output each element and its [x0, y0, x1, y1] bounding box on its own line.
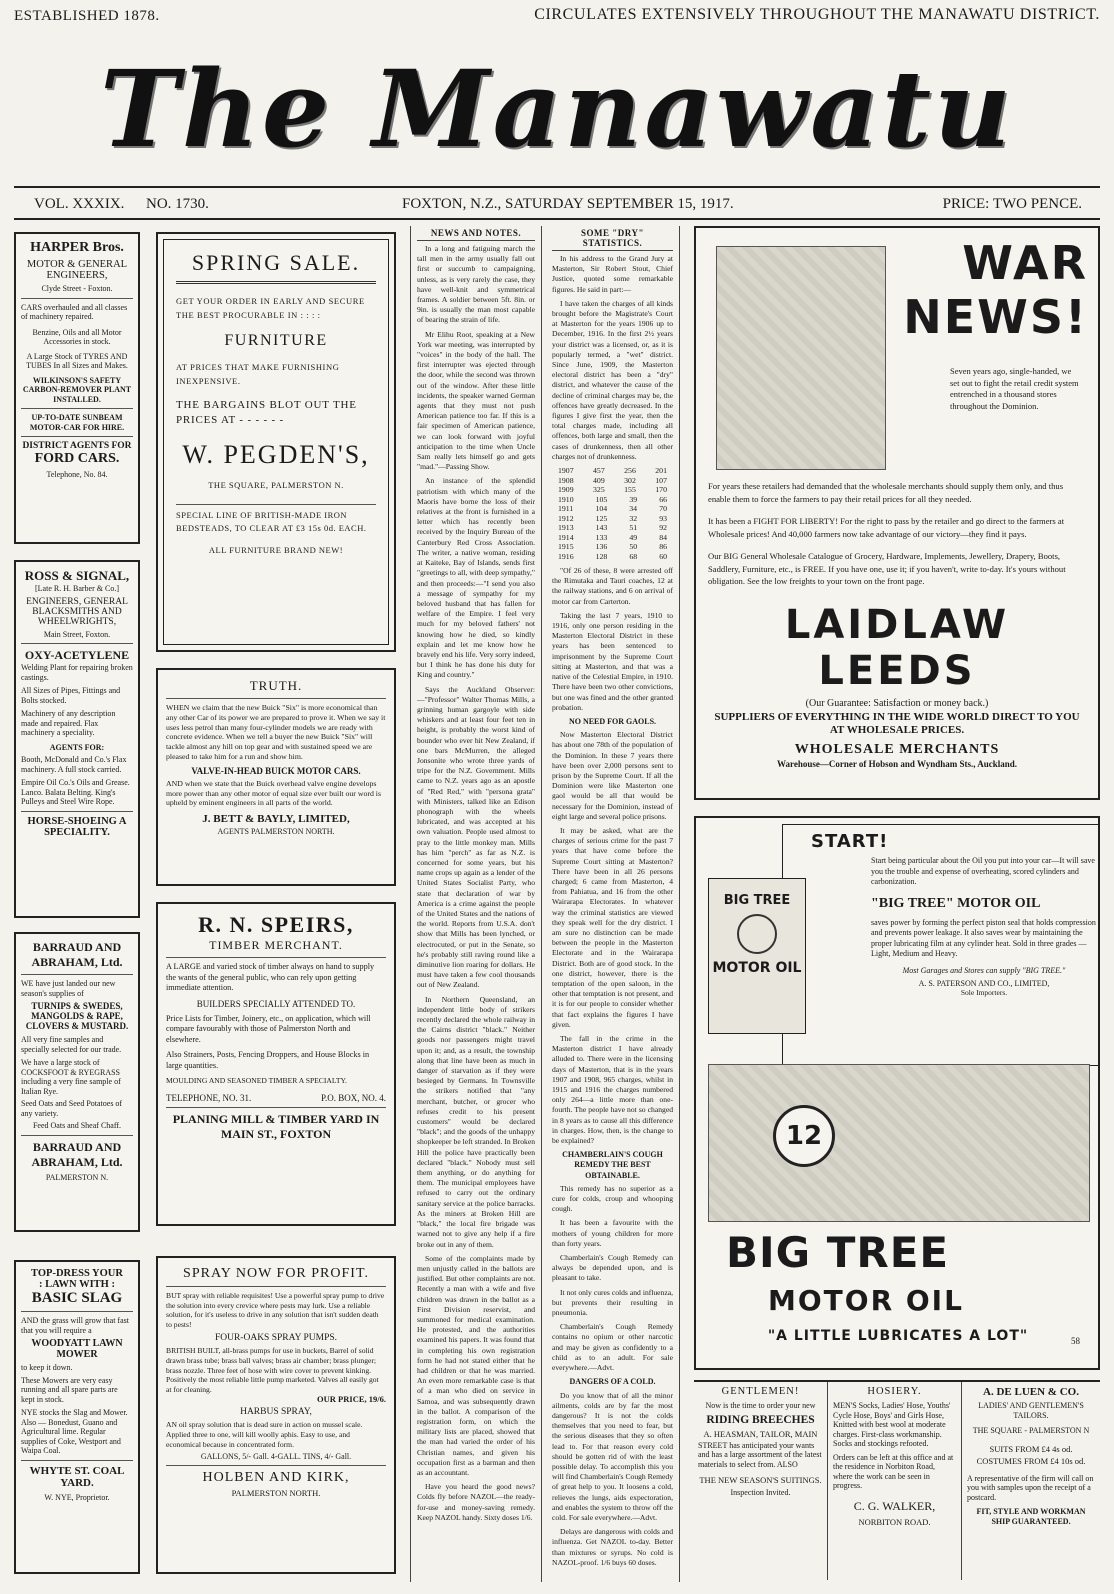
- pegden-head: SPRING SALE.: [191, 250, 361, 275]
- pegden-brand: ALL FURNITURE BRAND NEW!: [208, 545, 344, 555]
- big-tree-p2: saves power by forming the perfect piston seal that holds compression and prevents power leakage. It also saves wear by maintaining the proper lubricating film at any cylinder heat. Sold in three grades —Light, Medium and Heavy.: [871, 917, 1096, 958]
- dry-stat-cell: 66: [659, 494, 667, 504]
- slag-prop: W. NYE, Proprietor.: [44, 1492, 110, 1502]
- ross-name: ROSS & SIGNAL,: [24, 568, 130, 583]
- dry-para: Chamberlain's Cough Remedy can always be depended upon, and is pleasant to take.: [552, 1253, 673, 1283]
- dry-stat-cell: 1914: [558, 532, 574, 542]
- barraud-footer: BARRAUD AND ABRAHAM, Ltd.: [31, 1139, 123, 1169]
- car-number: 12: [773, 1105, 835, 1167]
- harper-ford: FORD CARS.: [34, 451, 120, 466]
- dry-stat-cell: 170: [655, 485, 667, 495]
- barraud-samples: All very fine samples and specially selected for our trade.: [21, 1035, 122, 1054]
- barraud-feed: Feed Oats and Sheaf Chaff.: [32, 1121, 122, 1130]
- number-label: NO. 1730.: [146, 196, 209, 212]
- big-tree-garages: Most Garages and Stores can supply "BIG TREE.": [902, 965, 1066, 975]
- slag-keep: to keep it down.: [21, 1363, 73, 1372]
- heasman-suitings: THE NEW SEASON'S SUITINGS.: [699, 1475, 822, 1485]
- ross-welding: Welding Plant for repairing broken castings.: [21, 663, 133, 682]
- dry-para: It may be asked, what are the charges of serious crime for the past 7 years that have come before the Supreme Court sitting at Masterton? There have been in all 26 persons charged; 6 came from Masterton, 4 from Pahiatua, and 16 from the other Wairarapa Electorates. In whatever way the criminal statistics are viewed they speak well for the dry district. I am sure no distinction can be made between the people in the Masterton Electorate and in the Wairarapa District. Both are of good stock. In the one district, however, there is the temptation of the open saloon, in the other that temptation is not present, and it is for our people to consider whether that fact explains the figures I have given.: [552, 825, 673, 1029]
- dry-stat-cell: 1913: [558, 523, 574, 533]
- laidlaw-p2: It has been a FIGHT FOR LIBERTY! For the right to pass by the retailer and go direct to the farmers at Wholesale prices! And 40,000 farmers now take advantage of our victory—they find it pays.: [708, 516, 1065, 539]
- ross-booth: Booth, McDonald and Co.'s Flax machinery. A full stock carried.: [21, 755, 127, 774]
- pegden-special: SPECIAL LINE OF BRITISH-MADE IRON BEDSTEADS, TO CLEAR AT £3 15s 0d. EACH.: [176, 510, 367, 533]
- laidlaw-name: LAIDLAW LEEDS: [784, 601, 1010, 694]
- harper-phone: Telephone, No. 84.: [46, 470, 108, 479]
- ross-oxy: OXY-ACETYLENE: [24, 648, 130, 662]
- spray-fouroaks: FOUR-OAKS SPRAY PUMPS.: [214, 1333, 338, 1344]
- spray-p1: BUT spray with reliable requisites! Use a powerful spray pump to drive the solution into every crevice where pests may lurk. Use a reliable solution, for it's useless to drive in any solution that isn't sudden death to pests!: [166, 1291, 385, 1329]
- heasman-head: GENTLEMEN!: [721, 1386, 800, 1397]
- deluen-costumes: COSTUMES FROM £4 10s od.: [976, 1455, 1086, 1466]
- ross-empire: Empire Oil Co.'s Oils and Grease. Lanco. Balata Belting. King's Pulleys and Steel Wire Rope.: [21, 778, 130, 806]
- laidlaw-p3: Our BIG General Wholesale Catalogue of Grocery, Hardware, Implements, Jewellery, Drapery, Boots, Saddlery, Furniture, etc., is FREE. If you have one, use it; if you haven't, write to-day. It's yours without obligation. See the low freights to your town on the front page.: [708, 551, 1066, 586]
- dry-stat-row: [552, 533, 673, 543]
- dry-stat-cell: 155: [624, 485, 636, 495]
- dry-stat-cell: 128: [595, 551, 608, 561]
- ross-agents-for: AGENTS FOR:: [49, 742, 105, 752]
- oil-can-emblem: [737, 914, 777, 954]
- circulation-label: CIRCULATES EXTENSIVELY THROUGHOUT THE MANAWATU DISTRICT.: [534, 6, 1100, 23]
- oil-can-brand: BIG TREE: [723, 893, 791, 908]
- slag-mowers: These Mowers are very easy running and all spare parts are kept in stock.: [21, 1375, 118, 1404]
- dry-stat-cell: 39: [629, 494, 638, 504]
- dry-stat-cell: 1910: [558, 494, 574, 504]
- speirs-p1: A LARGE and varied stock of timber always on hand to supply the wants of the general public, who can rely upon getting immediate attention.: [166, 962, 375, 992]
- barraud-seed-oats: Seed Oats and Seed Potatoes of any variety.: [21, 1099, 123, 1118]
- dry-head: SOME "DRY" STATISTICS.: [552, 228, 673, 251]
- oil-can-illustration: [708, 878, 806, 1034]
- dry-stat-cell: 457: [593, 466, 605, 476]
- truth-p1: WHEN we claim that the new Buick "Six" is more economical than any other Car of its power we are prepared to prove it. When we say it uses less petrol than many four-cylinder models we are ready with concrete evidence. When we tell a buyer the new Buick "Six" will tackle almost any hill on top gear and with sustained speed we are pleased to take him for a run and show him.: [166, 703, 386, 761]
- harper-trade: MOTOR & GENERAL ENGINEERS,: [26, 259, 128, 281]
- slag-head2: : LAWN WITH :: [39, 1279, 115, 1290]
- speirs-phone: TELEPHONE, NO. 31.: [166, 1092, 252, 1103]
- news-and-notes-column: [410, 226, 542, 1582]
- spray-p3: AN oil spray solution that is dead sure in action on mussel scale. Applied three to one, will kill woolly aphis. Easy to use, and economical because in concentrated form.: [166, 1420, 363, 1449]
- dry-stat-cell: 92: [659, 523, 667, 533]
- speirs-pobox: P.O. BOX, NO. 4.: [320, 1092, 386, 1103]
- dry-stat-cell: 125: [595, 513, 608, 523]
- established-label: ESTABLISHED 1878.: [14, 8, 160, 24]
- news-para: Says the Auckland Observer:—"Professor" Walter Thomas Mills, a grinning human gargoyle with side whiskers and at least four feet ten in height, is probably the worst kind of bounder who ever hit New Zealand, if one bars McMurren, the alleged Jonsonite who wrote three yards of tripe for the N.Z. Government. Mills came to N.Z. years ago as an apostle of "Red Red," with "persona grata" with Ministers, talked like an Edison phonograph with the wheels lubricated, and was accepted at his own valuation. People used almost to pray to the little monkey man. Mills has him "perch" as far as N.Z. is concerned for some years, but his name crops up again as a lender of the United States Socialist Party, who state that declaration of war by America is a crime against the people of the United States and the nations of the world. Reports from U.S.A. don't show that Mills has been lynched, or electrocuted, or put in the Senate, so he's probably still raving round like a diminutive lion roaring for dollars. He must have taken a few cool thousands out of New Zealand.: [417, 684, 535, 990]
- truth-head: TRUTH.: [249, 678, 303, 693]
- dry-stat-cell: 1907: [558, 466, 574, 476]
- dry-stat-cell: 51: [629, 523, 638, 533]
- truth-valve: VALVE-IN-HEAD BUICK MOTOR CARS.: [191, 765, 361, 776]
- pegden-address: THE SQUARE, PALMERSTON N.: [208, 480, 344, 490]
- dry-stat-cell: 143: [595, 523, 608, 533]
- truth-agents: AGENTS PALMERSTON NORTH.: [217, 827, 335, 837]
- dry-para: The fall in the crime in the Masterton district I have already alluded to. There were in the licensing days of Masterton, that is in the years 1907 and 1908, 965 charges, whilst in 1915 and 1916 the charges numbered only 264—a little more than one-fourth. The people have not so changed in 8 years as to cause all this difference in charges. How, then, is the change to be explained?: [552, 1034, 673, 1146]
- laidlaw-leeds-ad: [694, 226, 1100, 800]
- news-para: Some of the complaints made by men unjustly called in the ballots are justified. But other complaints are not. Recently a man with a wife and five children was drawn in the ballot as a First Division reservist, and summoned for medical examination. He protested, and the authorities examined his papers. It was found that in completing his own registration form he had not stated either that he had children or that he was married. An even more remarkable case is that of a man who died on service in Samoa, and was subsequently drawn in the ballot. A comparison of the registration form, on which the military lists are placed, showed that the man had varied the order of his Christian names, and given his occupation first as a barman and then as an accountant.: [417, 1253, 535, 1477]
- race-car-illustration: [708, 1064, 1090, 1222]
- dry-para: Delays are dangerous with colds and influenza. Get NAZOL to-day. Better than mixtures or syrups. No cold is NAZOL-proof. 1/6 buys 60 doses.: [552, 1527, 673, 1567]
- walker-p2: Orders can be left at this office and at the residence in Norbiton Road, where the work can be seen in progress.: [833, 1452, 954, 1490]
- news-para: An instance of the splendid patriotism with which many of the Maoris have borne the loss of their relatives at the front is furnished in a letter which has recently been received by the Inquiry Bureau of the Canterbury Red Cross Association. The writer, a native woman, residing at Kaiteke, Bay of Islands, sends first "greetings to all, with deep sympathy," and then proceeds:—"I send you also a message of sympathy for my beloved husband that has fallen for welfare of the Empire. I feel very much for my beloved fathers' not knowing how he died, so kindly explain and let me know how he bravely end his life. Very sorry indeed, but I think he has done his duty for King and country.": [417, 476, 535, 680]
- dry-body: [552, 254, 673, 462]
- deluen-address: THE SQUARE - PALMERSTON N: [972, 1426, 1090, 1435]
- dry-para: Chamberlain's Cough Remedy contains no opium or other narcotic and may be given as confidently to a child as to an adult. For sale everywhere.—Advt.: [552, 1322, 673, 1373]
- big-tree-logo: BIG TREE: [726, 1228, 950, 1277]
- war-news-title: WAR NEWS!: [903, 236, 1088, 344]
- heasman-firm: A. HEASMAN, TAILOR, MAIN: [703, 1428, 818, 1439]
- speirs-p3: Also Strainers, Posts, Fencing Droppers, and House Blocks in large quantities.: [166, 1050, 370, 1070]
- big-tree-motor-oil-ad: [694, 816, 1100, 1370]
- dry-stat-cell: 104: [595, 504, 608, 514]
- news-para: In Northern Queensland, an independent little body of strikers recently declared the whole railway in the Cairns district "black." Neither goods nor passengers might travel upon it; and, as a result, the township along that line have been as much in danger of starvation as if they were besieged by Germans. In Townsville the strikers notified that "any merchant, butcher, or grocer who refuses credit to his present customers" would be declared "black"; and the goods of the unhappy shopkeeper be left stranded. In Broken Hill the police have practically been declared "black." Nobody must sell them anything, or do anything for them. The municipal employees have refused to carry out the ordinary sanitary service at the police barracks. As the miners at Broken Hill are "black," the local fire brigade was warned not to give any help if a fire broke out in any of them.: [417, 994, 535, 1249]
- newspaper-title: The Manawatu: [99, 46, 1015, 171]
- bottom-ads-row: [694, 1380, 1100, 1580]
- speirs-name: R. N. SPEIRS,: [198, 912, 354, 937]
- dateline: FOXTON, N.Z., SATURDAY SEPTEMBER 15, 1917.: [402, 196, 734, 212]
- walker-p1: MEN'S Socks, Ladies' Hose, Youths' Cycle Hose, Boys' and Girls Hose, Knitted with best wool at moderate charges. First-class workmanship. Socks and stockings refooted.: [833, 1401, 951, 1448]
- buick-truth-ad: [156, 668, 396, 886]
- heasman-now: Now is the time to order your new: [705, 1401, 816, 1410]
- news-para: Mr Elihu Root, speaking at a New York war meeting, was interrupted by "voices" in the body of the hall. The first interrupter was ejected through the door, while the second was thrown out of the window. After these little incidents, the speaker warned German agents that they must not push American patience too far. If this is a fair specimen of American patience, we can look forward with joyful anticipation to the time when Uncle Sam really lets himself go and gets "mad."—Passing Show.: [417, 329, 535, 472]
- speirs-mill: PLANING MILL & TIMBER YARD IN MAIN ST., FOXTON: [172, 1111, 380, 1141]
- barraud-intro: WE have just landed our new season's supplies of: [21, 979, 116, 998]
- dry-stat-cell: 1909: [558, 485, 574, 495]
- dry-para: In his address to the Grand Jury at Masterton, Sir Robert Stout, Chief Justice, quoted some remarkable figures. He said in part:—: [552, 254, 673, 294]
- dry-stat-cell: 1916: [558, 551, 574, 561]
- walker-road: NORBITON ROAD.: [858, 1516, 931, 1527]
- pegden-furniture: FURNITURE: [224, 332, 328, 349]
- heasman-tailor-ad: [694, 1382, 828, 1580]
- harper-bros-ad: [14, 232, 140, 544]
- barraud-goods: TURNIPS & SWEDES, MANGOLDS & RAPE, CLOVERS & MUSTARD.: [25, 1001, 129, 1031]
- speirs-p2: Price Lists for Timber, Joinery, etc., on application, which will compare favourably with those of Palmerston North and elsewhere.: [166, 1013, 371, 1044]
- news-para: Have you heard the good news? Colds fly before NAZOL—the ready-for-use and money-saving remedy. Keep NAZOL handy. Sixty doses 1/6.: [417, 1482, 535, 1522]
- slag-head1: TOP-DRESS YOUR: [31, 1268, 123, 1279]
- dry-stat-cell: 93: [659, 513, 667, 523]
- spray-town: PALMERSTON NORTH.: [231, 1488, 321, 1499]
- laidlaw-warehouse: Warehouse—Corner of Hobson and Wyndham Sts., Auckland.: [777, 758, 1017, 769]
- truth-p2: AND when we state that the Buick overhead valve engine develops more power than any other motor of equal size ever built our word is upheld by eminent engineers in all parts of the world.: [166, 778, 382, 808]
- big-tree-ad-number: 58: [1071, 1336, 1080, 1346]
- issue-line: [14, 190, 1100, 218]
- walker-hosiery-ad: [828, 1382, 962, 1580]
- dry-stat-row: [552, 466, 673, 476]
- harper-address: Clyde Street - Foxton.: [41, 284, 113, 293]
- dry-gaols-head: NO NEED FOR GAOLS.: [568, 716, 657, 726]
- walker-name: C. G. WALKER,: [853, 1498, 936, 1513]
- spray-firm: HOLBEN AND KIRK,: [202, 1470, 350, 1486]
- dry-para: It not only cures colds and influenza, but prevents their resulting in pneumonia.: [552, 1287, 673, 1318]
- news-head: NEWS AND NOTES.: [417, 228, 535, 241]
- cough-remedy-head: CHAMBERLAIN'S COUGH REMEDY THE BEST OBTAINABLE.: [562, 1150, 663, 1180]
- dry-stat-row: [552, 495, 673, 505]
- pegden-name: W. PEGDEN'S,: [182, 440, 370, 469]
- speirs-builders: BUILDERS SPECIALLY ATTENDED TO.: [196, 998, 356, 1009]
- ross-signal-ad: [14, 560, 140, 918]
- masthead-rule-top: [14, 186, 1100, 188]
- dry-stat-cell: 68: [629, 551, 638, 561]
- dry-stat-cell: 60: [659, 551, 667, 561]
- laidlaw-suppliers: SUPPLIERS OF EVERYTHING IN THE WIDE WORLD DIRECT TO YOU AT WHOLESALE PRICES.: [714, 710, 1080, 736]
- pegden-line3: THE BARGAINS BLOT OUT THE PRICES AT - - - - - -: [176, 399, 357, 426]
- dry-stat-cell: 107: [655, 475, 667, 485]
- dry-stat-cell: 70: [659, 504, 667, 514]
- harper-sunbeam: UP-TO-DATE SUNBEAM MOTOR-CAR FOR HIRE.: [29, 413, 125, 432]
- slag-nye: NYE stocks the Slag and Mower. Also — Bonedust, Guano and Agricultural lime. Regular supplies of Coke, Westport and Waipa Coal.: [21, 1408, 128, 1455]
- dry-stat-row: [552, 523, 673, 533]
- spray-harbus: HARBUS SPRAY,: [240, 1407, 312, 1418]
- dry-stat-cell: 325: [593, 485, 605, 495]
- big-tree-start: START!: [811, 831, 889, 852]
- ross-late: [Late R. H. Barber & Co.]: [35, 584, 119, 593]
- spray-tins: GALLONS, 5/- Gall. 4-GALL. TINS, 4/- Gall.: [200, 1452, 352, 1462]
- dry-stat-cell: 49: [629, 532, 638, 542]
- dry-stat-cell: 302: [624, 475, 636, 485]
- slag-head3: BASIC SLAG: [31, 1290, 123, 1306]
- dry-para: Taking the last 7 years, 1910 to 1916, only one person residing in the Masterton Electoral District in these years has been sentenced to imprisonment by the Supreme Court sitting at Masterton, and that was a native of the Celestial Empire, in 1910. There have been two other convictions, but one was fined and the other granted probation.: [552, 610, 673, 712]
- dry-para: Now Masterton Electoral District has about one 78th of the population of the Dominion. In these 7 years there have been over 2,000 persons sent to prison by the Supreme Court. If all the Dominion were like Masterton one gaol would be all that would be necessary for the Dominion, instead of eight large and several police prisons.: [552, 730, 673, 821]
- truth-firm: J. BETT & BAYLY, LIMITED,: [202, 813, 350, 826]
- barraud-town: PALMERSTON N.: [45, 1172, 109, 1182]
- barraud-name: BARRAUD AND ABRAHAM, Ltd.: [31, 940, 123, 969]
- dry-body-2: [552, 566, 673, 1568]
- speirs-moulding: MOULDING AND SEASONED TIMBER A SPECIALTY.: [166, 1076, 347, 1085]
- dry-stat-cell: 201: [655, 466, 667, 476]
- laidlaw-guarantee: (Our Guarantee: Satisfaction or money back.): [805, 697, 989, 709]
- harper-name: HARPER Bros.: [30, 240, 124, 255]
- deluen-fit: FIT, STYLE AND WORKMAN SHIP GUARANTEED.: [976, 1507, 1086, 1526]
- ross-pipes: All Sizes of Pipes, Fittings and Bolts stocked.: [21, 686, 121, 705]
- laidlaw-p1: For years these retailers had demanded that the wholesale merchants should supply them only, and thus enable them to force the farmers to pay their retail prices for all they needed.: [708, 481, 1064, 504]
- news-para: In a long and fatiguing march the tall men in the army usually fall out first or succumb to campaigning, unless, as is very rarely the case, they have well-knit and symmetrical frames. A soldier between 5ft. 8in. or 9in. is usually the man most capable of bearing the strain of life.: [417, 244, 535, 325]
- spray-price: OUR PRICE, 19/6.: [317, 1394, 386, 1405]
- dry-stat-cell: 50: [629, 542, 638, 552]
- harper-wilkinson: WILKINSON'S SAFETY CARBON-REMOVER PLANT INSTALLED.: [22, 375, 132, 404]
- deluen-suits: SUITS FROM £4 4s od.: [989, 1443, 1073, 1454]
- dry-stat-cell: 1908: [558, 475, 574, 485]
- pegden-line1: GET YOUR ORDER IN EARLY AND SECURE THE BEST PROCURABLE IN : : : :: [176, 296, 365, 320]
- dangers-cold-head: DANGERS OF A COLD.: [569, 1377, 656, 1387]
- masthead-top-line: [14, 6, 1100, 30]
- news-body: [417, 244, 535, 1523]
- harper-benzine: Benzine, Oils and all Motor Accessories in stock.: [32, 327, 122, 346]
- speirs-timber-ad: [156, 902, 396, 1226]
- heasman-breeches: RIDING BREECHES: [706, 1413, 815, 1426]
- pegden-spring-sale-ad: [156, 232, 396, 652]
- deluen-rep: A representative of the firm will call on you with samples upon the receipt of a postcard.: [967, 1473, 1094, 1502]
- dry-stat-cell: 86: [659, 542, 667, 552]
- ross-trade: ENGINEERS, GENERAL BLACKSMITHS AND WHEELWRIGHTS,: [26, 596, 128, 627]
- masthead-rule-bottom: [14, 218, 1100, 220]
- big-tree-sole: Sole Importers.: [960, 987, 1008, 997]
- dry-stat-cell: 1911: [558, 504, 574, 514]
- big-tree-importer: A. S. PATERSON AND CO., LIMITED,: [918, 978, 1050, 988]
- big-tree-p1: Start being particular about the Oil you put into your car—It will save you the trouble and expense of overheating, scored cylinders and carbonization.: [871, 856, 1095, 886]
- volume-label: VOL. XXXIX.: [34, 196, 125, 212]
- ross-machinery: Machinery of any description made and repaired. Flax machinery a speciality.: [21, 709, 116, 737]
- harper-tyres: A Large Stock of TYRES AND TUBES In all Sizes and Makes.: [26, 351, 128, 370]
- speirs-contact-row: [166, 1093, 386, 1103]
- dry-stat-cell: 136: [595, 542, 608, 552]
- dry-stat-cell: 1912: [558, 513, 574, 523]
- ross-address: Main Street, Foxton.: [43, 629, 111, 639]
- dry-para: I have taken the charges of all kinds brought before the Magistrate's Court at Masterton for the years 1906 up to December, 1916. In the first 2½ years your district was a licensed, or, as it is popularly termed, a "wet" district. Since June, 1909, the Masterton electoral district has been a "dry" district, and whatever the cause of the decline of criminal charges may be, the offences have greatly decreased. In the figures I give first the year, then the total charges made, including all offences, both large and small, then the cases of drunkenness, then all other charges not of drunkenness.: [552, 298, 673, 461]
- dry-stat-cell: 84: [659, 532, 667, 542]
- dry-stat-cell: 105: [595, 494, 608, 504]
- dry-statistics-column: [546, 226, 680, 1582]
- big-tree-slogan: "A LITTLE LUBRICATES A LOT": [767, 1328, 1029, 1344]
- barraud-abraham-ad: [14, 932, 140, 1232]
- oil-can-label: MOTOR OIL: [712, 960, 802, 976]
- laidlaw-wholesale: WHOLESALE MERCHANTS: [794, 741, 1000, 757]
- big-tree-motor-oil-logo: MOTOR OIL: [768, 1284, 964, 1317]
- dry-para: It has been a favourite with the mothers of young children for more than forty years.: [552, 1218, 673, 1248]
- spray-head: SPRAY NOW FOR PROFIT.: [183, 1266, 369, 1281]
- slag-yard: WHYTE ST. COAL YARD.: [29, 1464, 125, 1489]
- heasman-p: STREET has anticipated your wants and has a large assortment of the latest materials to select from. ALSO: [698, 1440, 822, 1469]
- dry-stat-row: [552, 552, 673, 562]
- dry-stat-cell: 409: [593, 475, 605, 485]
- dry-stat-cell: 1915: [558, 542, 574, 552]
- dry-stat-row: [552, 514, 673, 524]
- dry-para: "Of 26 of these, 8 were arrested off the Rimutaka and Tauri coaches, 12 at the railway stations, and 6 on arrival of motor car from Carterton.: [552, 566, 673, 606]
- war-news-header: [708, 236, 1086, 476]
- dry-stat-cell: 32: [629, 513, 638, 523]
- slag-mower: WOODYATT LAWN MOWER: [31, 1338, 123, 1360]
- dry-stat-row: [552, 542, 673, 552]
- harper-agents: DISTRICT AGENTS FOR: [22, 441, 132, 451]
- heasman-invited: Inspection Invited.: [730, 1488, 791, 1497]
- laidlaw-seven-years: Seven years ago, single-handed, we set out to fight the retail credit system entrenched in a thousand stores throughout the Dominion.: [950, 366, 1079, 411]
- dry-stat-row: [552, 504, 673, 514]
- dry-stat-row: [552, 476, 673, 486]
- basic-slag-ad: [14, 1260, 140, 1574]
- dry-statistics-table: [552, 466, 673, 561]
- slag-and: AND the grass will grow that fast that you will require a: [21, 1316, 129, 1335]
- dry-para: Do you know that of all the minor ailments, colds are by far the most dangerous? It is not the colds themselves that you need to fear, but the serious diseases that they so often lead to. For that reason every cold should be gotten rid of with the least possible delay. To accomplish this you will find Chamberlain's Cough Remedy of great help to you. It loosens a cold, relieves the lungs, aids expectoration, and enables the system to throw off the cold. For sale everywhere.—Advt.: [552, 1390, 673, 1522]
- spray-p2: BRITISH BUILT, all-brass pumps for use in buckets, Barrel of solid drawn brass tube; brass ball valves; brass air chamber; brass plunger; brass nozzle. Three feet of hose with wire cover to prevent kinking. Positively the most reliable little pump marketed. Valves all easily got at for cleaning.: [166, 1346, 379, 1394]
- deluen-name: A. DE LUEN & CO.: [983, 1386, 1079, 1398]
- pegden-line2: AT PRICES THAT MAKE FURNISHING INEXPENSIVE.: [176, 362, 340, 386]
- spray-pumps-ad: [156, 1256, 396, 1574]
- dry-stat-row: [552, 485, 673, 495]
- price-label: PRICE: TWO PENCE.: [942, 196, 1082, 212]
- dry-para: This remedy has no superior as a cure for colds, croup and whooping cough.: [552, 1183, 673, 1214]
- harper-cars: CARS overhauled and all classes of machinery repaired.: [21, 302, 128, 321]
- big-tree-name: "BIG TREE" MOTOR OIL: [871, 895, 1041, 911]
- big-tree-text-panel: [782, 824, 1100, 1066]
- dry-stat-cell: 256: [624, 466, 636, 476]
- dry-stat-cell: 34: [629, 504, 638, 514]
- deluen-trade: LADIES' AND GENTLEMEN'S TAILORS.: [978, 1401, 1084, 1420]
- walker-head: HOSIERY.: [867, 1386, 922, 1397]
- ross-horse: HORSE-SHOEING A SPECIALITY.: [27, 815, 127, 838]
- dry-stat-cell: 133: [595, 532, 608, 542]
- de-luen-tailors-ad: [962, 1382, 1100, 1580]
- barraud-cocksfoot: We have a large stock of COCKSFOOT & RYEGRASS including a very fine sample of Italian Rye.: [21, 1058, 121, 1096]
- speirs-trade: TIMBER MERCHANT.: [209, 938, 343, 952]
